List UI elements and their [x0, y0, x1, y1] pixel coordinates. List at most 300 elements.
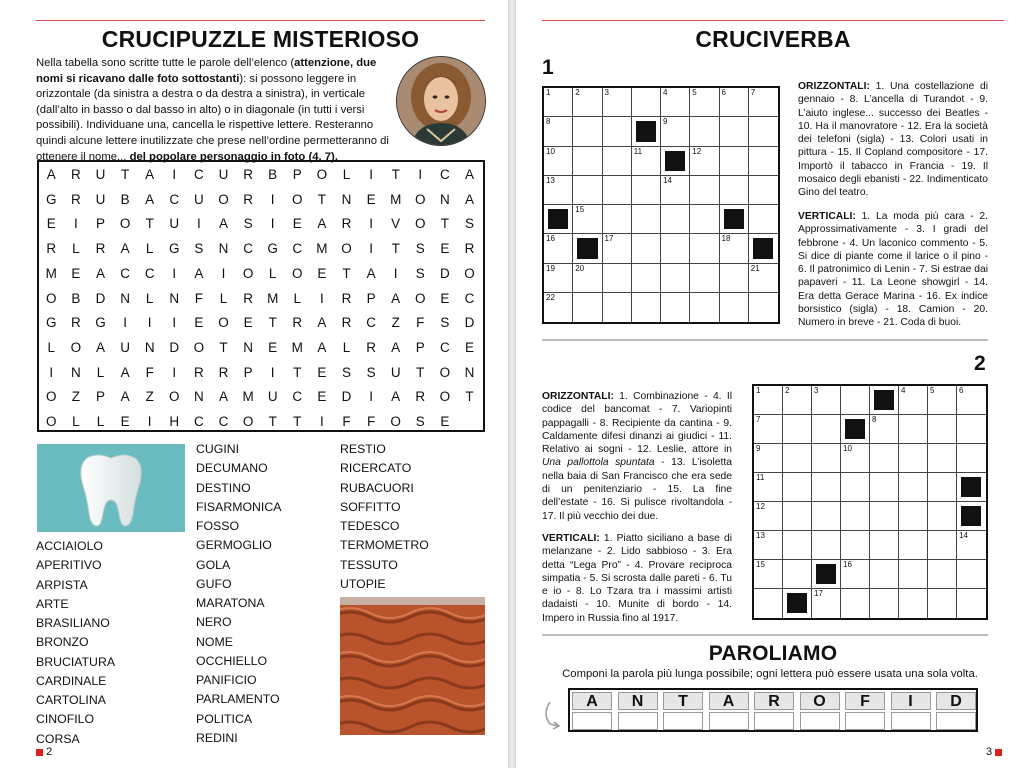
- wordsearch-letter[interactable]: T: [219, 339, 228, 355]
- wordsearch-letter[interactable]: O: [46, 414, 57, 429]
- wordsearch-letter[interactable]: C: [169, 191, 180, 207]
- wordsearch-letter[interactable]: L: [342, 339, 351, 355]
- wordsearch-letter[interactable]: I: [369, 216, 373, 232]
- wordsearch-letter[interactable]: L: [72, 241, 80, 257]
- crossword-cell[interactable]: [632, 205, 661, 234]
- wordsearch-letter[interactable]: M: [45, 265, 57, 281]
- wordsearch-letter[interactable]: E: [366, 191, 376, 207]
- wordsearch-letter[interactable]: O: [439, 364, 451, 380]
- wordsearch-letter[interactable]: C: [440, 339, 450, 355]
- wordsearch-letter[interactable]: S: [366, 364, 376, 380]
- crossword-cell[interactable]: [783, 502, 812, 531]
- paroliamo-answer-box[interactable]: [891, 712, 931, 730]
- wordsearch-letter[interactable]: A: [366, 265, 376, 281]
- crossword-cell[interactable]: [632, 234, 661, 263]
- wordsearch-letter[interactable]: U: [95, 167, 106, 182]
- wordsearch-letter[interactable]: I: [147, 315, 152, 331]
- wordsearch-letter[interactable]: R: [71, 315, 81, 331]
- wordsearch-letter[interactable]: T: [416, 364, 425, 380]
- crossword-cell[interactable]: [661, 88, 690, 117]
- wordsearch-letter[interactable]: N: [218, 241, 229, 257]
- crossword-cell[interactable]: [957, 386, 986, 415]
- wordsearch-letter[interactable]: N: [144, 339, 155, 355]
- wordsearch-letter[interactable]: G: [95, 315, 106, 331]
- wordsearch-letter[interactable]: N: [243, 339, 253, 355]
- crossword-cell[interactable]: [928, 386, 957, 415]
- wordsearch-letter[interactable]: T: [120, 167, 130, 182]
- crossword-cell[interactable]: [720, 117, 749, 146]
- crossword-cell[interactable]: [928, 444, 957, 473]
- crossword-cell[interactable]: [573, 176, 602, 205]
- wordsearch-letter[interactable]: T: [145, 216, 154, 232]
- crossword-cell[interactable]: [841, 502, 870, 531]
- wordsearch-letter[interactable]: O: [292, 191, 303, 207]
- wordsearch-letter[interactable]: U: [218, 167, 229, 182]
- paroliamo-answer-box[interactable]: [754, 712, 794, 730]
- crossword-cell[interactable]: [690, 88, 719, 117]
- crossword-cell[interactable]: [632, 264, 661, 293]
- wordsearch-letter[interactable]: L: [145, 290, 154, 306]
- wordsearch-letter[interactable]: O: [169, 389, 180, 405]
- wordsearch-letter[interactable]: A: [464, 167, 474, 182]
- crossword-cell[interactable]: [812, 531, 841, 560]
- crossword-cell[interactable]: [841, 560, 870, 589]
- wordsearch-letter[interactable]: C: [120, 265, 130, 281]
- wordsearch-letter[interactable]: A: [317, 216, 327, 232]
- wordsearch-letter[interactable]: O: [341, 241, 352, 257]
- wordsearch-letter[interactable]: P: [95, 216, 105, 232]
- wordsearch-letter[interactable]: E: [243, 315, 253, 331]
- wordsearch-letter[interactable]: D: [169, 339, 180, 355]
- wordsearch-letter[interactable]: R: [415, 389, 426, 405]
- wordsearch-letter[interactable]: R: [71, 167, 81, 182]
- wordsearch-letter[interactable]: B: [120, 191, 130, 207]
- wordsearch-letter[interactable]: E: [194, 315, 204, 331]
- wordsearch-letter[interactable]: M: [390, 191, 402, 207]
- wordsearch-letter[interactable]: R: [218, 364, 229, 380]
- wordsearch-letter[interactable]: C: [366, 315, 376, 331]
- wordsearch-letter[interactable]: P: [366, 290, 376, 306]
- crossword-cell[interactable]: [573, 117, 602, 146]
- crossword-cell[interactable]: [573, 205, 602, 234]
- wordsearch-letter[interactable]: S: [440, 315, 450, 331]
- wordsearch-letter[interactable]: F: [366, 414, 376, 429]
- wordsearch-letter[interactable]: G: [169, 241, 180, 257]
- wordsearch-letter[interactable]: T: [391, 167, 400, 182]
- wordsearch-letter[interactable]: F: [145, 364, 154, 380]
- wordsearch-letter[interactable]: O: [316, 167, 328, 182]
- wordsearch-letter[interactable]: A: [317, 339, 327, 355]
- crossword-cell[interactable]: [544, 88, 573, 117]
- crossword-cell[interactable]: [690, 176, 719, 205]
- wordsearch-letter[interactable]: I: [74, 216, 78, 232]
- wordsearch-letter[interactable]: L: [342, 167, 351, 182]
- wordsearch-letter[interactable]: G: [46, 315, 57, 331]
- crossword-cell[interactable]: [899, 415, 928, 444]
- wordsearch-letter[interactable]: P: [243, 364, 253, 380]
- crossword-cell[interactable]: [783, 444, 812, 473]
- crossword-cell[interactable]: [720, 176, 749, 205]
- wordsearch-letter[interactable]: E: [46, 216, 56, 232]
- wordsearch-letter[interactable]: I: [393, 265, 398, 281]
- wordsearch-letter[interactable]: N: [440, 191, 450, 207]
- wordsearch-letter[interactable]: E: [317, 389, 327, 405]
- wordsearch-letter[interactable]: C: [194, 414, 204, 429]
- wordsearch-letter[interactable]: R: [71, 191, 81, 207]
- wordsearch-letter[interactable]: A: [194, 265, 204, 281]
- wordsearch-letter[interactable]: A: [391, 389, 401, 405]
- crossword-cell[interactable]: [603, 205, 632, 234]
- paroliamo-answer-box[interactable]: [800, 712, 840, 730]
- wordsearch-letter[interactable]: O: [242, 265, 254, 281]
- wordsearch-letter[interactable]: L: [293, 290, 302, 306]
- wordsearch-letter[interactable]: T: [268, 315, 277, 331]
- crossword-cell[interactable]: [783, 560, 812, 589]
- wordsearch-letter[interactable]: O: [46, 389, 57, 405]
- wordsearch-letter[interactable]: D: [95, 290, 106, 306]
- wordsearch-letter[interactable]: R: [341, 290, 352, 306]
- crossword-cell[interactable]: [812, 589, 841, 618]
- wordsearch-letter[interactable]: L: [96, 414, 105, 429]
- crossword-cell[interactable]: [690, 234, 719, 263]
- crossword-cell[interactable]: [603, 264, 632, 293]
- wordsearch-letter[interactable]: A: [120, 241, 130, 257]
- crossword-cell[interactable]: [632, 293, 661, 322]
- wordsearch-letter[interactable]: A: [464, 191, 474, 207]
- crossword-cell[interactable]: [544, 117, 573, 146]
- wordsearch-letter[interactable]: L: [268, 265, 277, 281]
- wordsearch-letter[interactable]: B: [268, 167, 278, 182]
- wordsearch-letter[interactable]: T: [293, 364, 302, 380]
- crossword-cell[interactable]: [870, 502, 899, 531]
- wordsearch-letter[interactable]: L: [96, 364, 105, 380]
- crossword-cell[interactable]: [573, 147, 602, 176]
- wordsearch-letter[interactable]: S: [415, 241, 425, 257]
- wordsearch-letter[interactable]: I: [270, 191, 275, 207]
- crossword-cell[interactable]: [749, 147, 778, 176]
- wordsearch-letter[interactable]: C: [243, 241, 253, 257]
- wordsearch-letter[interactable]: T: [342, 265, 351, 281]
- wordsearch-letter[interactable]: N: [194, 389, 204, 405]
- crossword-cell[interactable]: [749, 293, 778, 322]
- wordsearch-letter[interactable]: R: [243, 191, 253, 207]
- crossword-cell[interactable]: [754, 386, 783, 415]
- wordsearch-letter[interactable]: I: [197, 216, 201, 232]
- crossword-cell[interactable]: [957, 589, 986, 618]
- crossword-cell[interactable]: [661, 234, 690, 263]
- wordsearch-letter[interactable]: R: [243, 290, 253, 306]
- wordsearch-letter[interactable]: I: [369, 389, 373, 405]
- crossword-cell[interactable]: [841, 589, 870, 618]
- wordsearch-letter[interactable]: B: [71, 290, 81, 306]
- crossword-cell[interactable]: [690, 117, 719, 146]
- wordsearch-letter[interactable]: U: [390, 364, 401, 380]
- wordsearch-letter[interactable]: G: [267, 241, 278, 257]
- crossword-cell[interactable]: [720, 147, 749, 176]
- wordsearch-letter[interactable]: A: [317, 315, 327, 331]
- crossword-cell[interactable]: [841, 386, 870, 415]
- crossword-cell[interactable]: [957, 560, 986, 589]
- wordsearch-letter[interactable]: M: [242, 389, 254, 405]
- wordsearch-letter[interactable]: P: [415, 339, 425, 355]
- crossword-cell[interactable]: [899, 589, 928, 618]
- paroliamo-answer-box[interactable]: [936, 712, 976, 730]
- crossword-cell[interactable]: [603, 293, 632, 322]
- wordsearch-letter[interactable]: O: [46, 290, 57, 306]
- crossword-cell[interactable]: [928, 531, 957, 560]
- crossword-cell[interactable]: [720, 88, 749, 117]
- wordsearch-letter[interactable]: C: [144, 265, 155, 281]
- wordsearch-letter[interactable]: E: [292, 216, 302, 232]
- wordsearch-letter[interactable]: A: [145, 167, 155, 182]
- wordsearch-letter[interactable]: U: [194, 191, 204, 207]
- wordsearch-letter[interactable]: O: [464, 265, 475, 281]
- wordsearch-letter[interactable]: I: [320, 290, 324, 306]
- wordsearch-letter[interactable]: O: [242, 414, 254, 429]
- crossword-cell[interactable]: [603, 234, 632, 263]
- crossword-cell[interactable]: [812, 415, 841, 444]
- wordsearch-letter[interactable]: T: [317, 191, 327, 207]
- crossword-cell[interactable]: [573, 293, 602, 322]
- wordsearch-letter[interactable]: F: [342, 414, 351, 429]
- wordsearch-letter[interactable]: I: [147, 414, 152, 429]
- wordsearch-letter[interactable]: C: [440, 167, 450, 182]
- crossword-cell[interactable]: [928, 415, 957, 444]
- wordsearch-letter[interactable]: R: [46, 241, 57, 257]
- wordsearch-letter[interactable]: R: [464, 241, 475, 257]
- wordsearch-letter[interactable]: N: [71, 364, 81, 380]
- wordsearch-letter[interactable]: E: [440, 290, 450, 306]
- crossword-cell[interactable]: [754, 473, 783, 502]
- wordsearch-letter[interactable]: N: [120, 290, 130, 306]
- wordsearch-letter[interactable]: E: [71, 265, 81, 281]
- wordsearch-letter[interactable]: R: [366, 339, 376, 355]
- wordsearch-letter[interactable]: A: [145, 191, 155, 207]
- crossword-cell[interactable]: [603, 88, 632, 117]
- crossword-cell[interactable]: [632, 176, 661, 205]
- wordsearch-letter[interactable]: T: [440, 216, 450, 232]
- wordsearch-letter[interactable]: M: [291, 339, 303, 355]
- wordsearch-letter[interactable]: C: [464, 290, 475, 306]
- crossword-cell[interactable]: [812, 473, 841, 502]
- crossword-cell[interactable]: [783, 386, 812, 415]
- paroliamo-answer-box[interactable]: [845, 712, 885, 730]
- crossword-cell[interactable]: [544, 234, 573, 263]
- wordsearch-letter[interactable]: A: [46, 167, 56, 182]
- wordsearch-letter[interactable]: Z: [71, 389, 81, 405]
- wordsearch-letter[interactable]: S: [415, 414, 425, 429]
- crossword-cell[interactable]: [720, 293, 749, 322]
- wordsearch-letter[interactable]: A: [120, 364, 130, 380]
- wordsearch-letter[interactable]: I: [221, 265, 226, 281]
- wordsearch-letter[interactable]: O: [390, 414, 401, 429]
- wordsearch-letter[interactable]: I: [172, 315, 177, 331]
- crossword-cell[interactable]: [783, 415, 812, 444]
- wordsearch-letter[interactable]: A: [218, 216, 228, 232]
- crossword-cell[interactable]: [870, 589, 899, 618]
- wordsearch-letter[interactable]: I: [172, 364, 177, 380]
- wordsearch-letter[interactable]: I: [270, 216, 275, 232]
- wordsearch-letter[interactable]: N: [169, 290, 180, 306]
- crossword-cell[interactable]: [870, 473, 899, 502]
- wordsearch-letter[interactable]: C: [194, 167, 204, 182]
- crossword-cell[interactable]: [899, 473, 928, 502]
- crossword-cell[interactable]: [928, 589, 957, 618]
- wordsearch-letter[interactable]: O: [218, 315, 229, 331]
- crossword-cell[interactable]: [754, 444, 783, 473]
- wordsearch-letter[interactable]: R: [95, 241, 106, 257]
- crossword-cell[interactable]: [544, 293, 573, 322]
- crossword-cell[interactable]: [661, 264, 690, 293]
- crossword-cell[interactable]: [754, 502, 783, 531]
- wordsearch-letter[interactable]: L: [72, 414, 80, 429]
- wordsearch-letter[interactable]: I: [320, 414, 324, 429]
- wordsearch-letter[interactable]: O: [70, 339, 82, 355]
- crossword-cell[interactable]: [899, 444, 928, 473]
- crossword-cell[interactable]: [661, 176, 690, 205]
- wordsearch-letter[interactable]: A: [391, 290, 401, 306]
- crossword-cell[interactable]: [870, 415, 899, 444]
- wordsearch-letter[interactable]: C: [292, 389, 303, 405]
- crossword-cell[interactable]: [957, 444, 986, 473]
- wordsearch-letter[interactable]: D: [440, 265, 450, 281]
- crossword-cell[interactable]: [632, 88, 661, 117]
- crossword-cell[interactable]: [603, 117, 632, 146]
- wordsearch-letter[interactable]: D: [341, 389, 352, 405]
- wordsearch-letter[interactable]: P: [292, 167, 302, 182]
- crossword-cell[interactable]: [544, 176, 573, 205]
- wordsearch-letter[interactable]: S: [464, 216, 474, 232]
- wordsearch-letter[interactable]: E: [268, 339, 278, 355]
- wordsearch-letter[interactable]: O: [292, 265, 303, 281]
- wordsearch-letter[interactable]: S: [194, 241, 204, 257]
- wordsearch-letter[interactable]: I: [123, 315, 127, 331]
- crossword-cell[interactable]: [899, 560, 928, 589]
- wordsearch-letter[interactable]: M: [316, 241, 328, 257]
- crossword-cell[interactable]: [720, 264, 749, 293]
- wordsearch-letter[interactable]: V: [391, 216, 401, 232]
- crossword-cell[interactable]: [899, 386, 928, 415]
- wordsearch-letter[interactable]: U: [169, 216, 180, 232]
- wordsearch-letter[interactable]: O: [415, 191, 426, 207]
- crossword-cell[interactable]: [754, 560, 783, 589]
- wordsearch-letter[interactable]: E: [120, 414, 130, 429]
- wordsearch-letter[interactable]: I: [172, 265, 177, 281]
- wordsearch-letter[interactable]: R: [194, 364, 204, 380]
- crossword-cell[interactable]: [841, 444, 870, 473]
- wordsearch-letter[interactable]: I: [270, 364, 275, 380]
- wordsearch-letter[interactable]: O: [415, 290, 426, 306]
- wordsearch-letter[interactable]: A: [95, 339, 105, 355]
- wordsearch-letter[interactable]: Z: [145, 389, 154, 405]
- crossword-cell[interactable]: [720, 234, 749, 263]
- crossword-cell[interactable]: [812, 502, 841, 531]
- wordsearch-letter[interactable]: I: [369, 167, 373, 182]
- wordsearch-letter[interactable]: A: [391, 339, 401, 355]
- crossword-cell[interactable]: [661, 293, 690, 322]
- wordsearch-letter[interactable]: O: [439, 389, 451, 405]
- paroliamo-answer-box[interactable]: [572, 712, 612, 730]
- crossword-cell[interactable]: [544, 147, 573, 176]
- wordsearch-letter[interactable]: A: [95, 265, 105, 281]
- crossword-cell[interactable]: [841, 531, 870, 560]
- wordsearch-letter[interactable]: S: [243, 216, 253, 232]
- crossword-cell[interactable]: [841, 473, 870, 502]
- wordsearch-letter[interactable]: I: [49, 364, 54, 380]
- wordsearch-letter[interactable]: T: [268, 414, 277, 429]
- wordsearch-letter[interactable]: G: [46, 191, 57, 207]
- crossword-cell[interactable]: [749, 176, 778, 205]
- wordsearch-letter[interactable]: O: [415, 216, 426, 232]
- crossword-cell[interactable]: [870, 444, 899, 473]
- crossword-cell[interactable]: [928, 473, 957, 502]
- wordsearch-letter[interactable]: T: [391, 241, 400, 257]
- crossword-cell[interactable]: [783, 473, 812, 502]
- wordsearch-letter[interactable]: D: [464, 315, 475, 331]
- crossword-cell[interactable]: [957, 415, 986, 444]
- wordsearch-letter[interactable]: L: [145, 241, 154, 257]
- crossword-cell[interactable]: [603, 176, 632, 205]
- wordsearch-letter[interactable]: R: [341, 315, 352, 331]
- wordsearch-letter[interactable]: E: [440, 241, 450, 257]
- wordsearch-letter[interactable]: S: [341, 364, 351, 380]
- crossword-cell[interactable]: [690, 205, 719, 234]
- wordsearch-letter[interactable]: R: [292, 315, 303, 331]
- wordsearch-letter[interactable]: S: [415, 265, 425, 281]
- crossword-cell[interactable]: [690, 293, 719, 322]
- wordsearch-letter[interactable]: L: [219, 290, 228, 306]
- wordsearch-letter[interactable]: C: [218, 414, 229, 429]
- wordsearch-letter[interactable]: I: [369, 241, 373, 257]
- wordsearch-letter[interactable]: I: [418, 167, 423, 182]
- crossword-cell[interactable]: [749, 264, 778, 293]
- crossword-cell[interactable]: [573, 88, 602, 117]
- crossword-cell[interactable]: [749, 205, 778, 234]
- wordsearch-letter[interactable]: O: [119, 216, 131, 232]
- crossword-cell[interactable]: [749, 117, 778, 146]
- wordsearch-letter[interactable]: N: [464, 364, 475, 380]
- crossword-cell[interactable]: [690, 264, 719, 293]
- wordsearch-letter[interactable]: H: [169, 414, 180, 429]
- wordsearch-letter[interactable]: O: [193, 339, 205, 355]
- wordsearch-letter[interactable]: E: [317, 364, 327, 380]
- wordsearch-letter[interactable]: M: [267, 290, 279, 306]
- wordsearch-letter[interactable]: O: [218, 191, 229, 207]
- crossword-cell[interactable]: [928, 560, 957, 589]
- crossword-cell[interactable]: [544, 264, 573, 293]
- crossword-cell[interactable]: [754, 589, 783, 618]
- paroliamo-answer-box[interactable]: [663, 712, 703, 730]
- paroliamo-answer-box[interactable]: [709, 712, 749, 730]
- crossword-cell[interactable]: [783, 531, 812, 560]
- crossword-cell[interactable]: [812, 386, 841, 415]
- wordsearch-letter[interactable]: U: [120, 339, 130, 355]
- wordsearch-letter[interactable]: E: [464, 339, 474, 355]
- wordsearch-letter[interactable]: R: [243, 167, 253, 182]
- wordsearch-letter[interactable]: E: [317, 265, 327, 281]
- crossword-cell[interactable]: [573, 264, 602, 293]
- wordsearch-letter[interactable]: P: [95, 389, 105, 405]
- wordsearch-letter[interactable]: N: [341, 191, 352, 207]
- wordsearch-letter[interactable]: T: [465, 389, 474, 405]
- crossword-cell[interactable]: [754, 531, 783, 560]
- crossword-cell[interactable]: [632, 147, 661, 176]
- crossword-cell[interactable]: [870, 560, 899, 589]
- wordsearch-letter[interactable]: U: [95, 191, 106, 207]
- crossword-cell[interactable]: [899, 531, 928, 560]
- wordsearch-letter[interactable]: I: [172, 167, 177, 182]
- crossword-cell[interactable]: [690, 147, 719, 176]
